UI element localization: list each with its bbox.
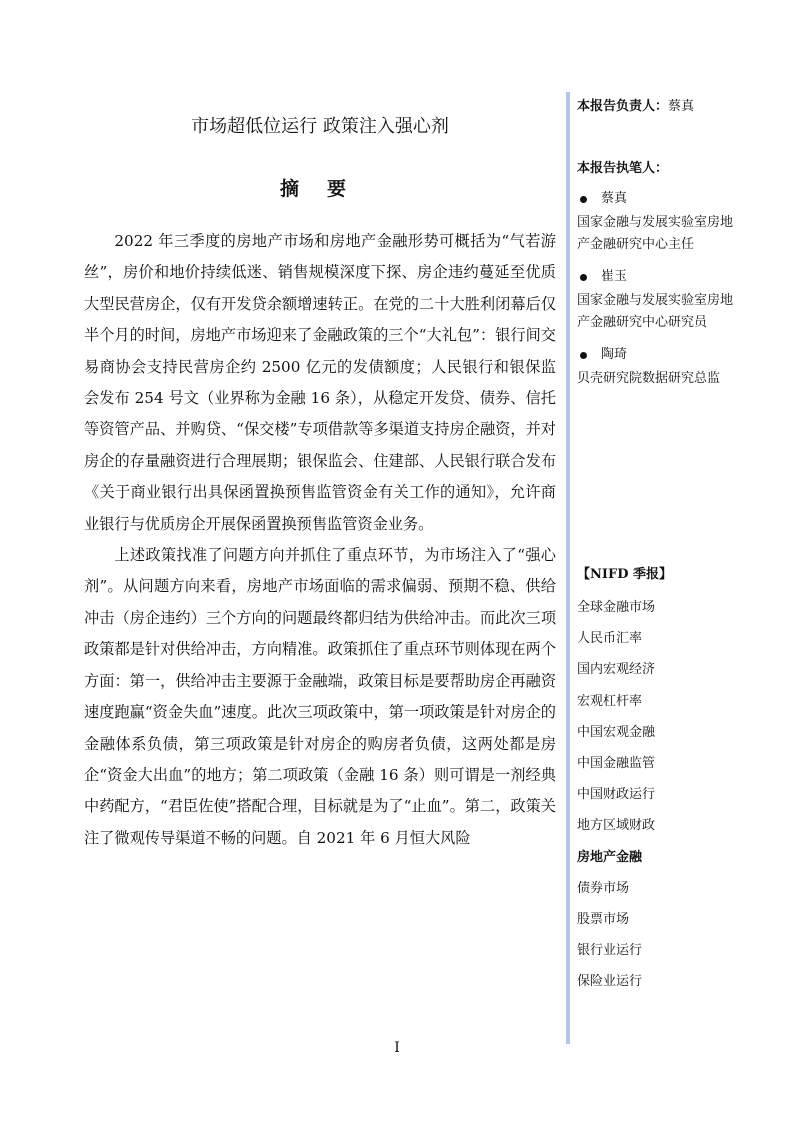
author-entry (577, 344, 743, 390)
main-content (84, 112, 556, 854)
nifd-series-item[interactable]: 中国金融监管 (577, 756, 656, 772)
responsible-label: 本报告负责人： (577, 99, 669, 114)
nifd-series-item[interactable]: 房地产金融 (577, 849, 643, 865)
nifd-series-item[interactable]: 债券市场 (577, 880, 630, 896)
author-affiliation: 国家金融与发展实验室房地产金融研究中心研究员 (577, 293, 734, 330)
author-name-row (577, 188, 743, 210)
abstract-paragraph-2: 上述政策找准了问题方向并抓住了重点环节，为市场注入了“强心剂”。从问题方向来看，房地产市场面临的需求偏弱、预期不稳、供给冲击（房企违约）三个方向的问题最终都归结为供给冲击。而此次三项政策都是针对供给冲击，方向精准。政策抓住了重点环节则体现在两个方面：第一，供给冲击主要源于金融端，政策目标是要帮助房企再融资速度跑赢“资金失血”速度。此次三项政策中，第一项政策是针对房企的金融体系负债，第三项政策是针对房企的购房者负债，这两处都是房企“资金大出血”的地方；第二项政策（金融 16 条）则可谓是一剂经典中药配方，“君臣佐使”搭配合理，目标就是为了“止血”。第二，政策关注了微观传导渠道不畅的问题。自 2021 年 6 月恒大风险 (84, 546, 556, 847)
abstract-heading: 摘要 (279, 178, 374, 200)
sidebar-divider (566, 92, 570, 1044)
author-name: 崔玉 (601, 269, 628, 284)
nifd-series-list (577, 564, 743, 998)
abstract-paragraph-1: 2022 年三季度的房地产市场和房地产金融形势可概括为“气若游丝”，房价和地价持续低迷、销售规模深度下探、房企违约蔓延至优质大型民营房企，仅有开发贷余额增速转正。在党的二十大胜利闭幕后仅半个月的时间，房地产市场迎来了金融政策的三个“大礼包”：银行间交易商协会支持民营房企约 2500 亿元的发债额度；人民银行和银保监会发布 254 号文（业界称为金融 16 条），从稳定开发贷、债券、信托等资管产品、并购贷、“保交楼”专项借款等多渠道支持房企融资，并对房企的存量融资进行合理展期；银保监会、住建部、人民银行联合发布《关于商业银行出具保函置换预售监管资金有关工作的通知》，允许商业银行与优质房企开展保函置换预售监管资金业务。 (84, 232, 556, 533)
nifd-series-item[interactable]: 地方区域财政 (577, 818, 656, 834)
author-sidebar (577, 96, 743, 390)
nifd-series-item[interactable]: 保险业运行 (577, 974, 643, 990)
author-name-row (577, 344, 743, 366)
author-affiliation: 贝壳研究院数据研究总监 (577, 371, 721, 386)
author-name: 蔡真 (601, 191, 628, 206)
nifd-series-title: 【NIFD 季报】 (577, 567, 672, 582)
nifd-series-item[interactable]: 国内宏观经济 (577, 662, 656, 678)
nifd-series-item[interactable]: 中国宏观金融 (577, 724, 656, 740)
author-entry (577, 266, 743, 334)
author-entry (577, 188, 743, 256)
nifd-series-item[interactable]: 银行业运行 (577, 943, 643, 959)
nifd-series-item[interactable]: 人民币汇率 (577, 631, 643, 647)
nifd-series-item[interactable]: 股票市场 (577, 912, 630, 928)
page-number: I (394, 1040, 400, 1056)
nifd-series-item[interactable]: 全球金融市场 (577, 600, 656, 615)
author-name-row (577, 266, 743, 288)
bullet-icon (580, 274, 587, 281)
nifd-series-item[interactable]: 中国财政运行 (577, 787, 656, 803)
report-title: 市场超低位运行 政策注入强心剂 (191, 116, 449, 137)
nifd-series-item[interactable]: 宏观杠杆率 (577, 693, 643, 709)
responsible-name: 蔡真 (668, 99, 695, 114)
responsible-line (577, 96, 743, 118)
bullet-icon (580, 196, 587, 203)
author-name: 陶琦 (601, 347, 628, 362)
author-affiliation: 国家金融与发展实验室房地产金融研究中心主任 (577, 215, 734, 252)
writers-label: 本报告执笔人： (577, 161, 669, 176)
bullet-icon (580, 352, 587, 359)
